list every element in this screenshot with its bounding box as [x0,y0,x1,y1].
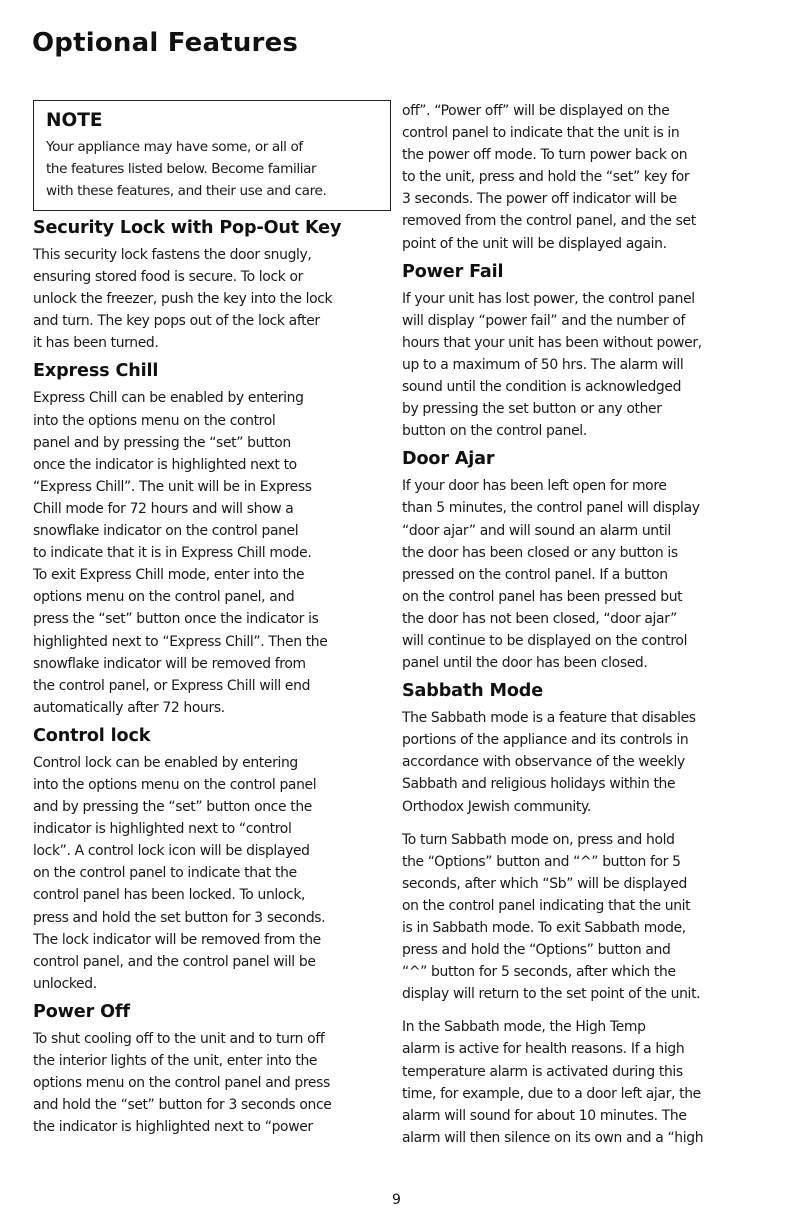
page-number: 9 [392,1192,401,1208]
note-box [33,100,391,211]
control-lock-heading: Control lock [33,725,151,746]
express-chill-text: Express Chill can be enabled by entering into the options menu on the control panel and by pressing the “set” button once the indicator is highlighted next to “Express Chill”. The unit will be in Express Chill mode for 72 hours and will show a snowflake indicator on the control panel to indicate that it is in Express Chill mode. To exit Express Chill mode, enter into the options menu on the control panel, and press the “set” button once the indicator is highlighted next to “Express Chill”. Then the snowflake indicator will be removed from the control panel, or Express Chill will end automatically after 72 hours. [33,390,328,716]
sabbath-mode-heading: Sabbath Mode [402,681,543,702]
power-fail-heading: Power Fail [402,261,504,282]
note-text: Your appliance may have some, or all of the features listed below. Become familiar with these features, and their use and care. [46,139,327,199]
power-off-text-left: To shut cooling off to the unit and to turn off the interior lights of the unit, enter into the options menu on the control panel and press and hold the “set” button for 3 seconds once the indicator is highlighted next to “power [33,1030,332,1136]
page-title: Optional Features [32,28,299,58]
left-column [33,100,391,1138]
door-ajar-heading: Door Ajar [402,449,495,470]
security-lock-text: This security lock fastens the door snugly, ensuring stored food is secure. To lock or unlock the freezer, push the key into the lock and turn. The key pops out of the lock after it has been turned. [33,247,333,352]
note-title: NOTE [46,110,103,131]
control-lock-text: Control lock can be enabled by entering into the options menu on the control panel and by pressing the “set” button once the indicator is highlighted next to “control lock”. A control lock icon will be displayed on the control panel to indicate that the control panel has been locked. To unlock, press and hold the set button for 3 seconds. The lock indicator will be removed from the control panel, and the control panel will be unlocked. [33,754,326,992]
sabbath-mode-paragraph-1: The Sabbath mode is a feature that disables portions of the appliance and its controls in accordance with observance of the weekly Sabbath and religious holidays within the Orthodox Jewish community. [402,710,696,815]
power-off-text-right: off”. “Power off” will be displayed on the control panel to indicate that the unit is in the power off mode. To turn power back on to the unit, press and hold the “set” key for 3 seconds. The power off indicator will be removed from the control panel, and the set point of the unit will be displayed again. [402,103,696,252]
security-lock-heading: Security Lock with Pop-Out Key [33,218,342,238]
sabbath-mode-paragraph-2: To turn Sabbath mode on, press and hold the “Options” button and “^” button for 5 seconds, after which “Sb” will be displayed on the control panel indicating that the unit is in Sabbath mode. To exit Sabbath mode, press and hold the “Options” button and “^” button for 5 seconds, after which the display will return to the set point of the unit. [402,831,701,1003]
right-column [402,100,767,1149]
door-ajar-text: If your door has been left open for more than 5 minutes, the control panel will display “door ajar” and will sound an alarm until the door has been closed or any button is pressed on the control panel. If a button on the control panel has been pressed but the door has not been closed, “door ajar” will continue to be displayed on the control panel until the door has been closed. [402,478,700,672]
power-off-heading: Power Off [33,1001,130,1022]
power-fail-text: If your unit has lost power, the control panel will display “power fail” and the number of hours that your unit has been without power, up to a maximum of 50 hrs. The alarm will sound until the condition is acknowledged by pressing the set button or any other button on the control panel. [402,290,702,440]
express-chill-heading: Express Chill [33,361,159,382]
sabbath-mode-paragraph-3: In the Sabbath mode, the High Temp alarm is active for health reasons. If a high temperature alarm is activated during this time, for example, due to a door left ajar, the alarm will sound for about 10 minutes. The alarm will then silence on its own and a “high [402,1019,704,1146]
